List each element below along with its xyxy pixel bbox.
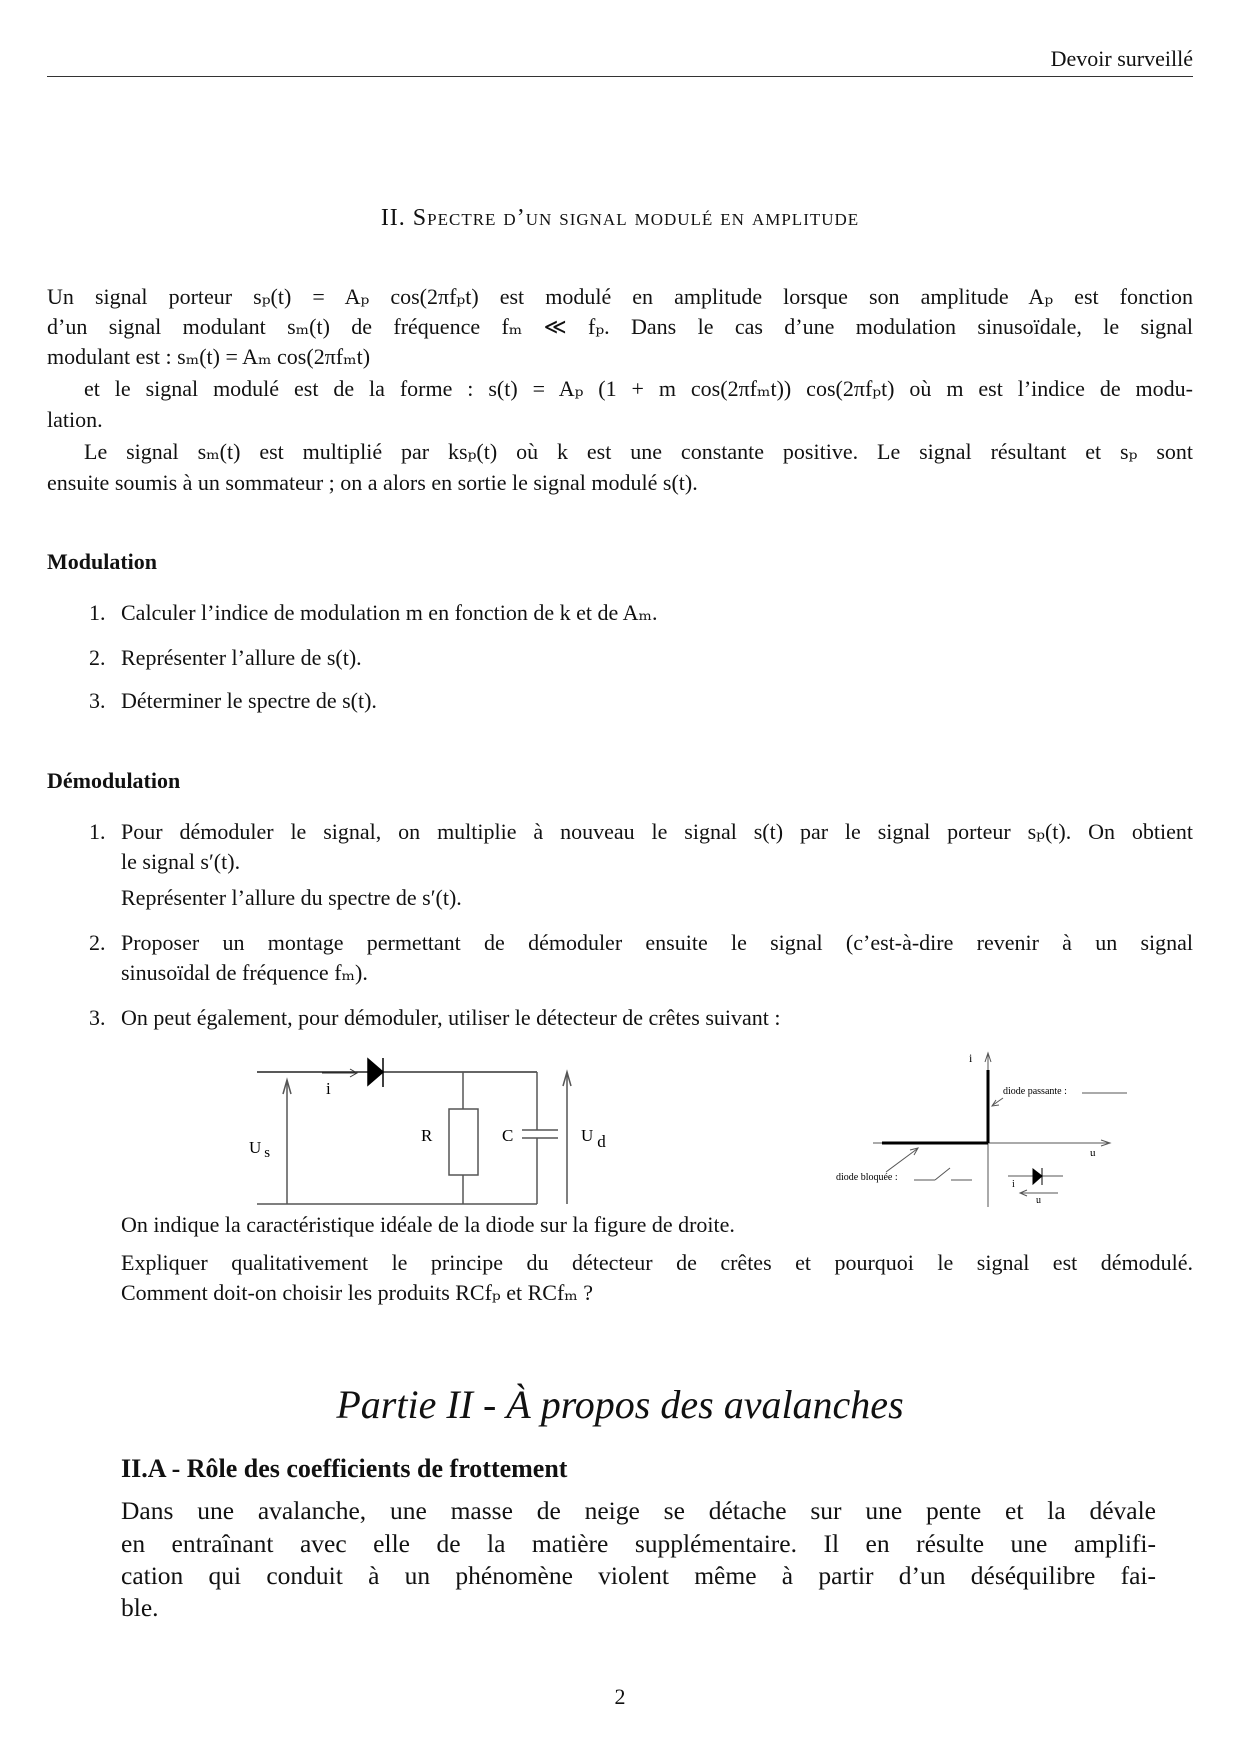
item-text: Comment doit-on choisir les produits RCfₚ et RCfₘ ? (121, 1280, 594, 1305)
diode-icon (368, 1059, 383, 1085)
item-number: 3. (89, 688, 106, 713)
peak-detector-circuit (257, 1058, 571, 1204)
intro-line: et le signal modulé est de la forme : s(t) = Aₚ (1 + m cos(2πfₘt)) cos(2πfₚt) où m est l’indice de modu- (84, 376, 1193, 401)
item-text: Représenter l’allure de s(t). (121, 645, 362, 670)
page-number: 2 (614, 1684, 626, 1709)
item-text: Pour démoduler le signal, on multiplie à nouveau le signal s(t) par le signal porteur sₚ(t). On obtient (121, 819, 1193, 844)
item-text: On peut également, pour démoduler, utiliser le détecteur de crêtes suivant : (121, 1005, 781, 1030)
modulation-heading: Modulation (47, 549, 158, 574)
intro-line: modulant est : sₘ(t) = Aₘ cos(2πfₘt) (47, 344, 371, 369)
item-number: 1. (89, 600, 106, 625)
section-title: II. Spectre d’un signal modulé en amplitude (380, 205, 860, 231)
intro-line: d’un signal modulant sₘ(t) de fréquence fₘ ≪ fₚ. Dans le cas d’une modulation sinusoïdale, le signal (47, 314, 1193, 339)
item-text: Proposer un montage permettant de démoduler ensuite le signal (c’est-à-dire revenir à un signal (121, 930, 1193, 955)
item-number: 2. (89, 930, 106, 955)
item-text: le signal s′(t). (121, 849, 241, 874)
axis-label-u: u (1090, 1147, 1096, 1159)
item-text: On indique la caractéristique idéale de la diode sur la figure de droite. (121, 1212, 735, 1237)
output-voltage-label: U d (581, 1126, 606, 1151)
resistor (449, 1109, 478, 1175)
resistor-label: R (421, 1126, 433, 1145)
intro-line: ensuite soumis à un sommateur ; on a alors en sortie le signal modulé s(t). (47, 470, 698, 495)
part-title: Partie II - À propos des avalanches (336, 1382, 904, 1427)
intro-line: lation. (47, 407, 103, 432)
subsection-heading: II.A - Rôle des coefficients de frottement (121, 1454, 568, 1483)
paragraph-line: Dans une avalanche, une masse de neige se détache sur une pente et la dévale (121, 1496, 1156, 1525)
paragraph-line: cation qui conduit à un phénomène violent même à partir d’un déséquilibre fai- (121, 1561, 1156, 1590)
paragraph-line: ble. (121, 1593, 159, 1622)
intro-line: Le signal sₘ(t) est multiplié par ksₚ(t) où k est une constante positive. Le signal résultant et sₚ sont (84, 439, 1193, 464)
current-label: i (326, 1079, 331, 1098)
item-text: sinusoïdal de fréquence fₘ). (121, 960, 368, 985)
paragraph-line: en entraînant avec elle de la matière supplémentaire. Il en résulte une amplifi- (121, 1529, 1156, 1558)
small-u-label: u (1036, 1195, 1041, 1206)
input-voltage-label: U s (249, 1138, 271, 1161)
item-subtext: Représenter l’allure du spectre de s′(t). (121, 885, 462, 910)
running-header: Devoir surveillé (1050, 46, 1193, 71)
item-text: Calculer l’indice de modulation m en fonction de k et de Aₘ. (121, 600, 658, 625)
axis-label-i: i (969, 1051, 973, 1065)
item-text: Expliquer qualitativement le principe du détecteur de crêtes et pourquoi le signal est démodulé. (121, 1250, 1193, 1275)
intro-line: Un signal porteur sₚ(t) = Aₚ cos(2πfₚt) est modulé en amplitude lorsque son amplitude Aₚ est fonction (47, 284, 1193, 309)
small-diode-icon (1033, 1169, 1042, 1184)
demodulation-heading: Démodulation (47, 768, 181, 793)
small-i-label: i (1012, 1179, 1015, 1190)
item-text: Déterminer le spectre de s(t). (121, 688, 377, 713)
diode-off-label: diode bloquée : (836, 1172, 898, 1183)
diode-characteristic-graph (873, 1053, 1127, 1207)
diode-on-label: diode passante : (1003, 1086, 1067, 1097)
item-number: 2. (89, 645, 106, 670)
capacitor-label: C (502, 1126, 514, 1145)
item-number: 3. (89, 1005, 106, 1030)
item-number: 1. (89, 819, 106, 844)
